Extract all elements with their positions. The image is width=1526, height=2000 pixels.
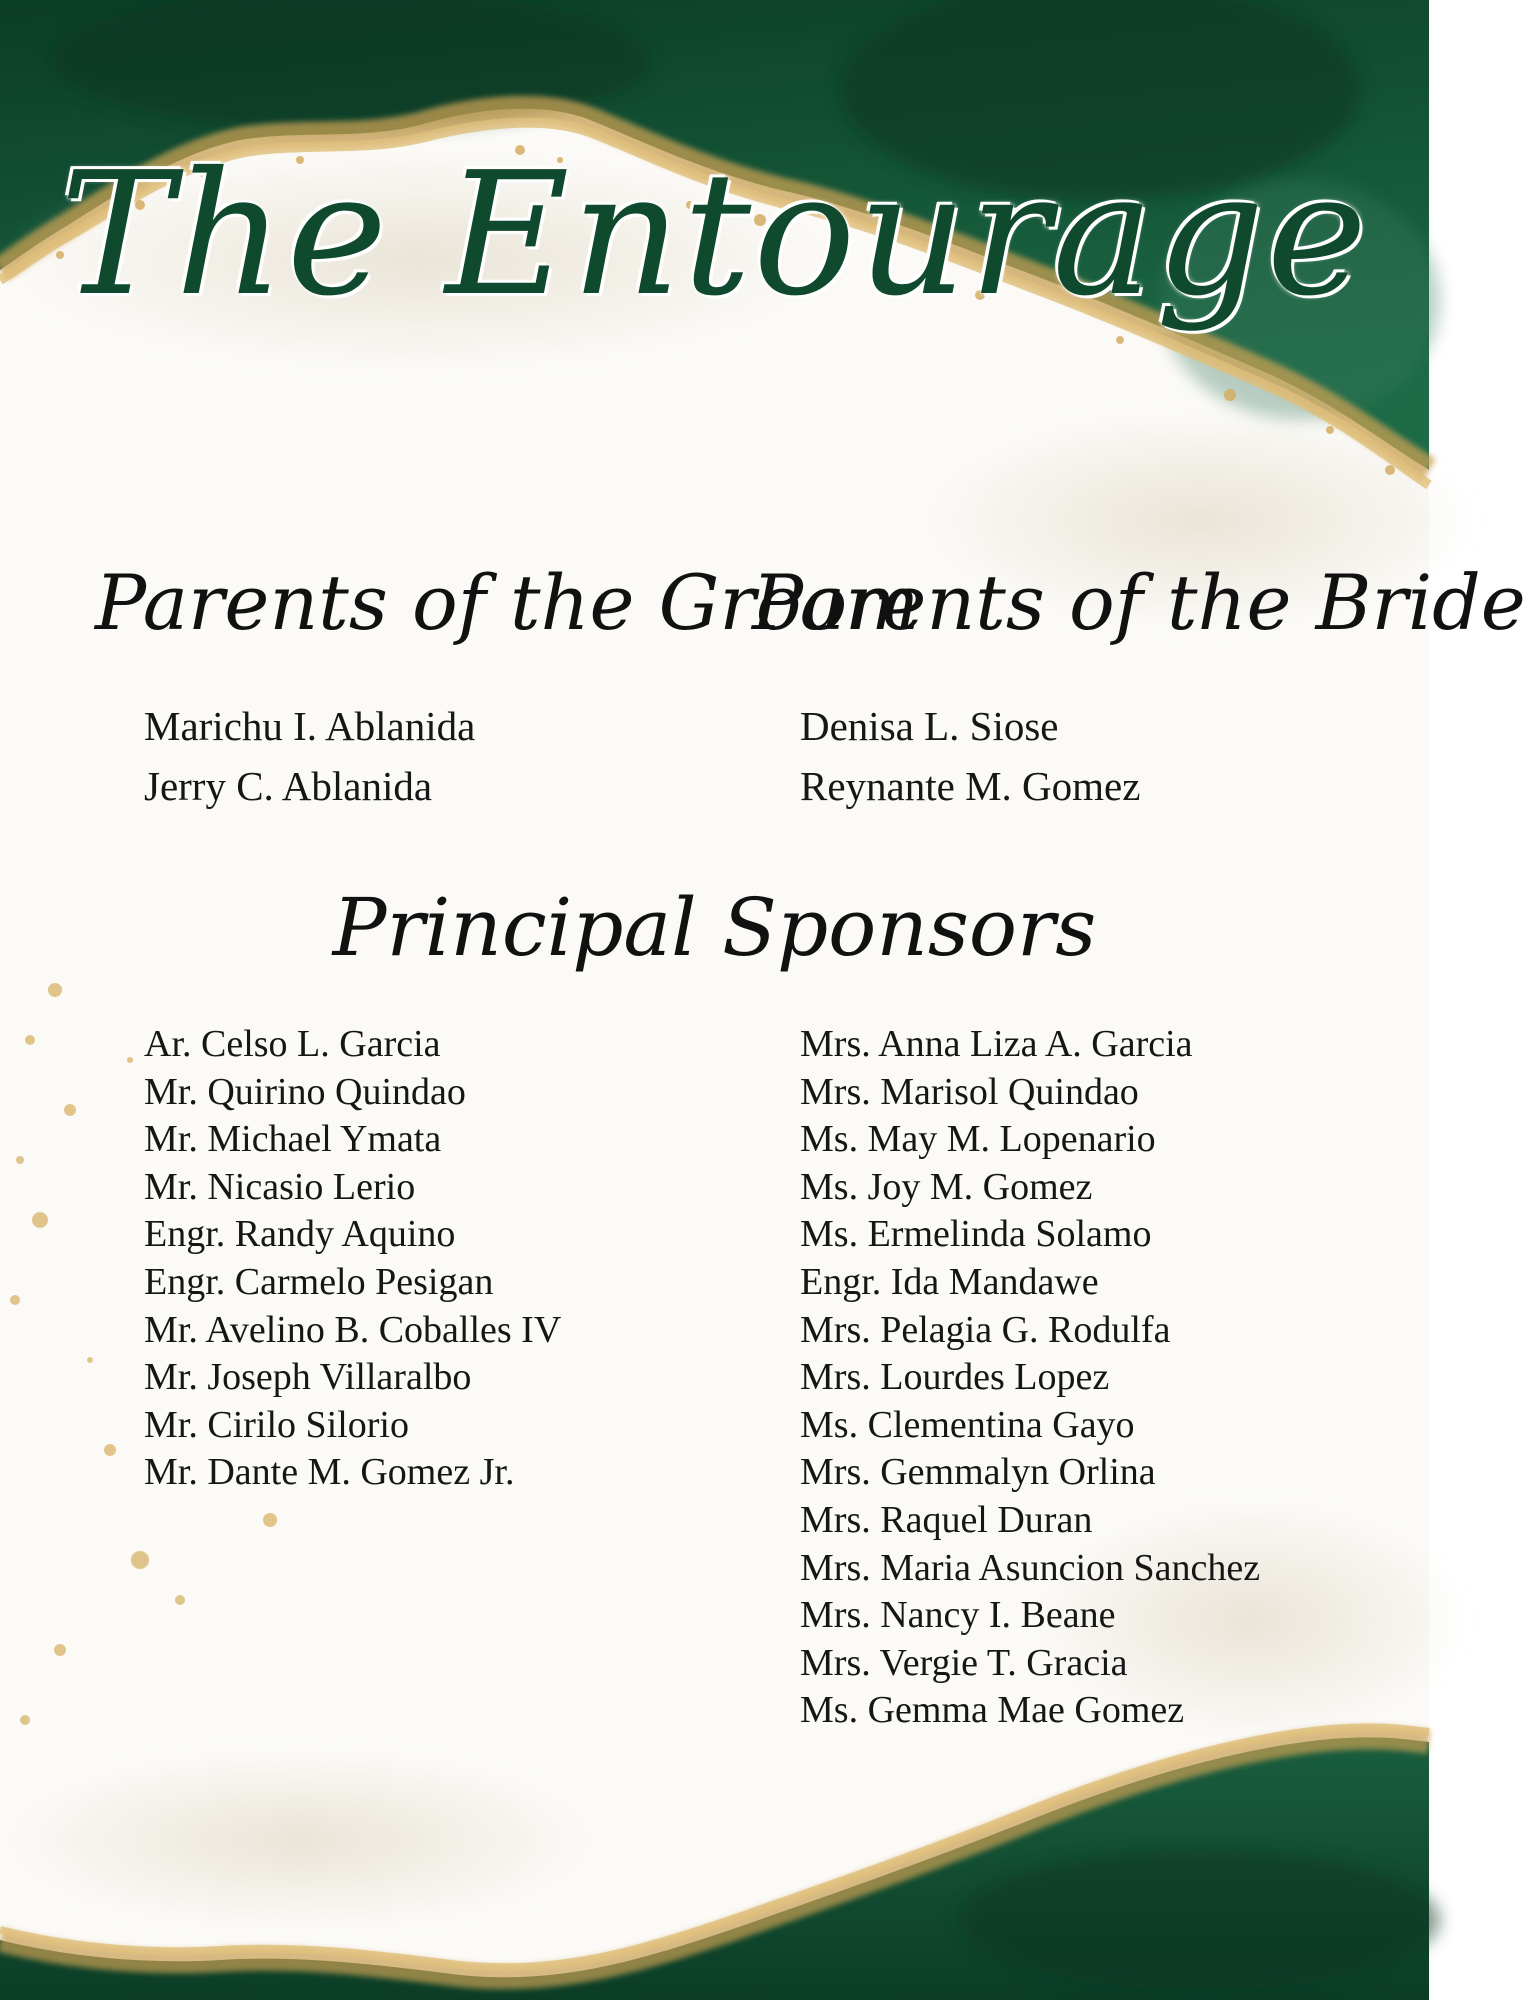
list-item: Ms. Ermelinda Solamo [800, 1213, 1152, 1256]
list-item: Mr. Michael Ymata [144, 1118, 442, 1161]
list-item: Jerry C. Ablanida [144, 763, 433, 809]
list-item: Mrs. Anna Liza A. Garcia [800, 1023, 1193, 1065]
bride-parents-list [800, 696, 1140, 816]
list-item: Mrs. Marisol Quindao [800, 1070, 1139, 1113]
list-item: Denisa L. Siose [800, 703, 1059, 749]
list-item: Mrs. Raquel Duran [800, 1498, 1093, 1541]
sponsors-left-list [144, 1021, 561, 1497]
groom-parents-heading: Parents of the Groom [95, 558, 920, 647]
sponsors-right-list [800, 1021, 1260, 1735]
list-item: Engr. Ida Mandawe [800, 1260, 1099, 1303]
list-item: Engr. Carmelo Pesigan [144, 1260, 494, 1303]
page-title: The Entourage [59, 136, 1370, 334]
list-item: Ar. Celso L. Garcia [144, 1023, 441, 1065]
list-item: Mrs. Maria Asuncion Sanchez [800, 1546, 1261, 1589]
list-item: Mrs. Pelagia G. Rodulfa [800, 1308, 1171, 1351]
list-item: Ms. Joy M. Gomez [800, 1165, 1093, 1208]
bride-parents-heading: Parents of the Bride [752, 558, 1526, 647]
list-item: Ms. Gemma Mae Gomez [800, 1689, 1185, 1732]
list-item: Mrs. Nancy I. Beane [800, 1594, 1116, 1637]
list-item: Engr. Randy Aquino [144, 1213, 456, 1256]
list-item: Mrs. Lourdes Lopez [800, 1356, 1110, 1399]
list-item: Reynante M. Gomez [800, 763, 1141, 809]
groom-parents-list [144, 696, 475, 816]
list-item: Mr. Avelino B. Coballes IV [144, 1308, 562, 1351]
principal-sponsors-heading: Principal Sponsors [332, 881, 1097, 974]
list-item: Mr. Nicasio Lerio [144, 1165, 416, 1208]
list-item: Ms. May M. Lopenario [800, 1118, 1156, 1161]
list-item: Mr. Cirilo Silorio [144, 1403, 409, 1446]
list-item: Mr. Joseph Villaralbo [144, 1356, 472, 1399]
list-item: Mr. Dante M. Gomez Jr. [144, 1451, 515, 1494]
list-item: Ms. Clementina Gayo [800, 1403, 1135, 1446]
list-item: Mr. Quirino Quindao [144, 1070, 466, 1113]
list-item: Mrs. Vergie T. Gracia [800, 1641, 1128, 1684]
list-item: Mrs. Gemmalyn Orlina [800, 1451, 1156, 1494]
list-item: Marichu I. Ablanida [144, 703, 476, 749]
